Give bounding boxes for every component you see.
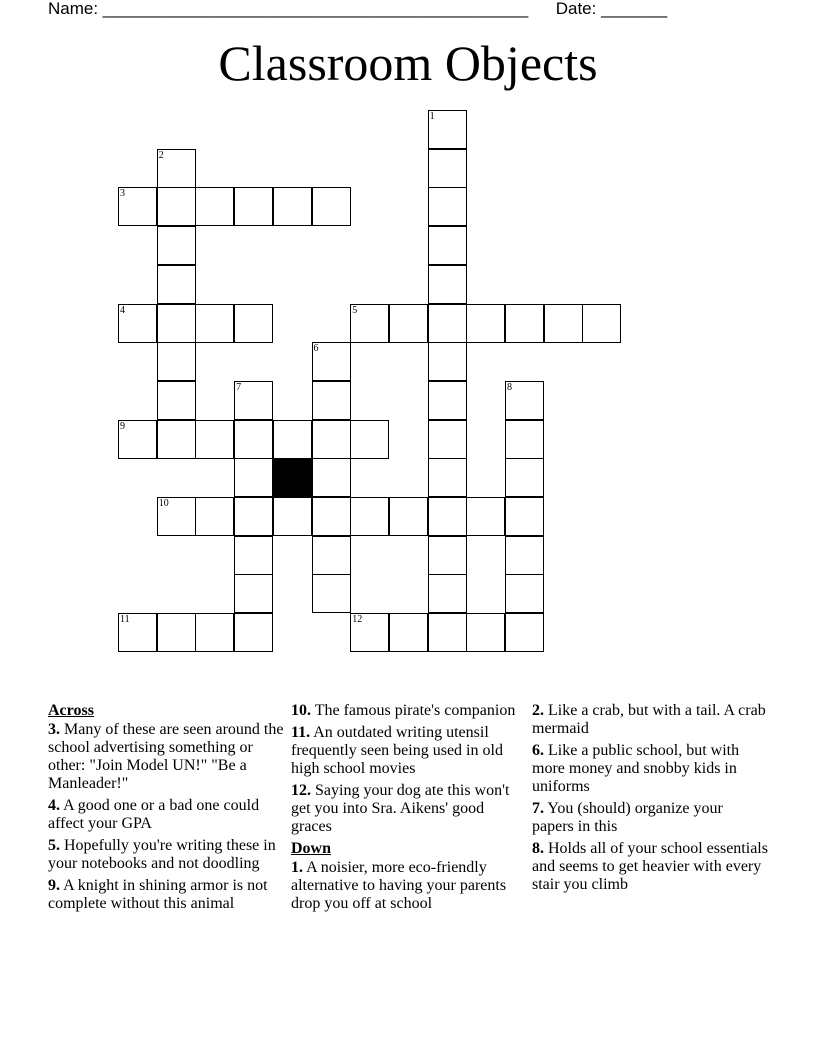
grid-cell[interactable] xyxy=(428,458,467,497)
grid-cell[interactable] xyxy=(157,613,196,652)
clue-number: 2 xyxy=(158,149,164,161)
clue-across-9: 9. A knight in shining armor is not complete without this animal xyxy=(48,877,268,912)
grid-cell[interactable] xyxy=(505,536,544,575)
grid-cell[interactable] xyxy=(389,613,428,652)
grid-cell[interactable] xyxy=(428,497,467,536)
grid-cell[interactable] xyxy=(466,304,505,343)
grid-cell[interactable] xyxy=(195,497,234,536)
grid-cell[interactable] xyxy=(157,226,196,265)
grid-cell[interactable] xyxy=(350,304,389,343)
clue-down-8: 8. Holds all of your school essentials and seems to get heavier with every stair you climb xyxy=(532,840,768,893)
grid-cell[interactable] xyxy=(505,574,544,613)
grid-cell[interactable] xyxy=(428,226,467,265)
grid-cell[interactable] xyxy=(428,187,467,226)
grid-cell[interactable] xyxy=(312,497,351,536)
clue-number: 8 xyxy=(507,381,512,393)
grid-cell[interactable] xyxy=(428,342,467,381)
grid-cell[interactable] xyxy=(505,458,544,497)
grid-cell[interactable] xyxy=(505,497,544,536)
grid-cell[interactable] xyxy=(273,497,312,536)
grid-cell[interactable] xyxy=(312,342,351,381)
clues-column-1 xyxy=(48,702,288,917)
grid-cell[interactable] xyxy=(350,420,389,459)
grid-cell[interactable] xyxy=(428,265,467,304)
grid-cell[interactable] xyxy=(195,304,234,343)
page-title: Classroom Objects xyxy=(218,35,598,91)
clue-number: 7 xyxy=(236,381,242,393)
clue-down-2: 2. Like a crab, but with a tail. A crab mermaid xyxy=(532,702,766,737)
grid-cell[interactable] xyxy=(234,381,273,420)
grid-cell[interactable] xyxy=(195,420,234,459)
grid-cell[interactable] xyxy=(350,613,389,652)
grid-cell[interactable] xyxy=(118,613,157,652)
grid-cell[interactable] xyxy=(428,149,467,188)
grid-cell[interactable] xyxy=(466,613,505,652)
down-heading: Down xyxy=(291,840,332,857)
clue-across-3: 3. Many of these are seen around the school advertising something or other: "Join Model UN!" "Be a Manleader!" xyxy=(48,721,284,792)
grid-cell[interactable] xyxy=(312,536,351,575)
grid-cell[interactable] xyxy=(428,381,467,420)
clue-down-1: 1. A noisier, more eco-friendly alternative to having your parents drop you off at school xyxy=(291,859,507,912)
grid-cell[interactable] xyxy=(389,497,428,536)
clue-across-5: 5. Hopefully you're writing these in your notebooks and not doodling xyxy=(48,837,276,872)
grid-cell[interactable] xyxy=(582,304,621,343)
grid-cell[interactable] xyxy=(312,381,351,420)
grid-cell[interactable] xyxy=(428,110,467,149)
grid-cell[interactable] xyxy=(505,381,544,420)
grid-cell[interactable] xyxy=(157,420,196,459)
grid-cell[interactable] xyxy=(157,381,196,420)
grid-cell[interactable] xyxy=(312,187,351,226)
grid-cell[interactable] xyxy=(234,497,273,536)
grid-cell[interactable] xyxy=(505,304,544,343)
clue-across-11: 11. An outdated writing utensil frequently seen being used in old high school movies xyxy=(291,724,503,777)
grid-cell[interactable] xyxy=(157,304,196,343)
clue-number: 5 xyxy=(352,304,358,316)
grid-cell[interactable] xyxy=(234,187,273,226)
across-heading: Across xyxy=(48,702,94,719)
clue-number: 3 xyxy=(120,188,125,200)
grid-cell[interactable] xyxy=(157,187,196,226)
clues-column-2 xyxy=(291,702,527,917)
grid-cell[interactable] xyxy=(157,149,196,188)
grid-cell[interactable] xyxy=(312,574,351,613)
grid-cell[interactable] xyxy=(234,420,273,459)
grid-cell[interactable] xyxy=(544,304,583,343)
clue-down-7: 7. You (should) organize your papers in this xyxy=(532,800,723,835)
grid-cell[interactable] xyxy=(195,187,234,226)
clues-column-3 xyxy=(532,702,768,898)
grid-cell[interactable] xyxy=(505,613,544,652)
grid-cell[interactable] xyxy=(389,304,428,343)
grid-cell[interactable] xyxy=(195,613,234,652)
grid-cell[interactable] xyxy=(312,420,351,459)
grid-cell[interactable] xyxy=(234,574,273,613)
name-field[interactable]: Name: _____________________________________________ xyxy=(48,0,529,18)
clue-number: 1 xyxy=(429,111,435,122)
grid-cell[interactable] xyxy=(428,420,467,459)
grid-cell[interactable] xyxy=(466,497,505,536)
date-field[interactable]: Date: _______ xyxy=(555,0,668,18)
grid-cell[interactable] xyxy=(428,304,467,343)
grid-cell[interactable] xyxy=(273,420,312,459)
clue-number: 11 xyxy=(120,614,130,626)
grid-cell[interactable] xyxy=(428,536,467,575)
grid-cell[interactable] xyxy=(234,536,273,575)
grid-cell[interactable] xyxy=(157,265,196,304)
grid-block xyxy=(273,458,312,497)
grid-cell[interactable] xyxy=(273,187,312,226)
grid-cell[interactable] xyxy=(157,497,196,536)
clue-number: 12 xyxy=(352,614,363,626)
grid-cell[interactable] xyxy=(118,187,157,226)
grid-cell[interactable] xyxy=(234,458,273,497)
clue-number: 4 xyxy=(120,304,125,316)
grid-cell[interactable] xyxy=(505,420,544,459)
clue-across-10: 10. The famous pirate's companion xyxy=(291,702,516,719)
grid-cell[interactable] xyxy=(234,304,273,343)
grid-cell[interactable] xyxy=(157,342,196,381)
clue-number: 10 xyxy=(158,498,169,509)
grid-cell[interactable] xyxy=(428,574,467,613)
grid-cell[interactable] xyxy=(428,613,467,652)
grid-cell[interactable] xyxy=(234,613,273,652)
clue-across-12: 12. Saying your dog ate this won't get you into Sra. Aikens' good graces xyxy=(291,782,510,835)
grid-cell[interactable] xyxy=(350,497,389,536)
clue-number: 6 xyxy=(313,343,319,355)
clue-across-4: 4. A good one or a bad one could affect your GPA xyxy=(48,797,260,832)
clue-down-6: 6. Like a public school, but with more money and snobby kids in uniforms xyxy=(532,742,740,795)
grid-cell[interactable] xyxy=(118,420,157,459)
grid-cell[interactable] xyxy=(118,304,157,343)
grid-cell[interactable] xyxy=(312,458,351,497)
clue-number: 9 xyxy=(120,420,125,432)
